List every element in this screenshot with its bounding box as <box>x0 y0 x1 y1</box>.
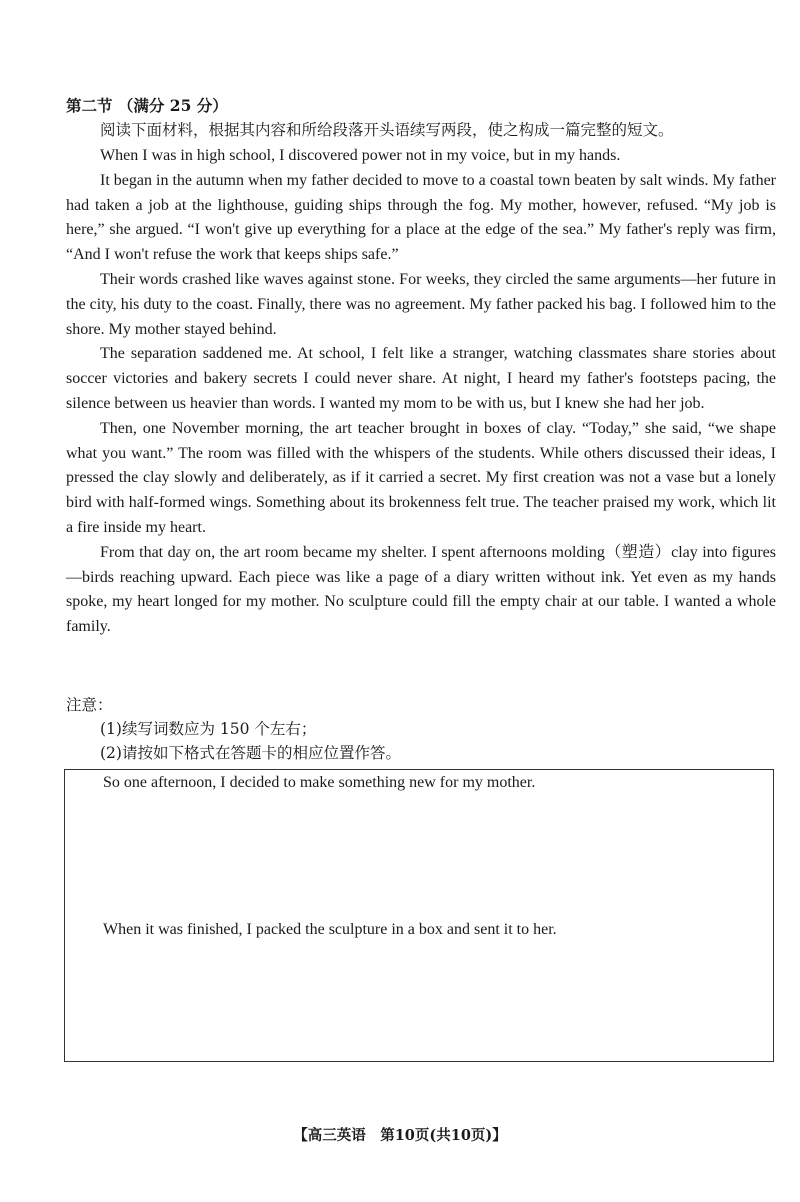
passage-paragraph: From that day on, the art room became my shelter. I spent afternoons molding（塑造）clay into figures—birds reaching upward. Each piece was like a page of a diary written without ink. Yet even as my hands spoke, my heart longed for my mother. No sculpture could fill the empty chair at our table. I wanted a whole family. <box>66 543 776 636</box>
passage-paragraph: The separation saddened me. At school, I felt like a stranger, watching classmates share stories about soccer victories and bakery secrets I could never share. At night, I heard my father's footsteps pacing, the silence between us heavier than words. I wanted my mom to be with us, but I knew she had her job. <box>66 345 776 412</box>
paragraph-starter-2: When it was finished, I packed the sculpture in a box and sent it to her. <box>103 921 557 938</box>
answer-box <box>64 769 774 1062</box>
passage-paragraph: When I was in high school, I discovered power not in my voice, but in my hands. <box>100 147 621 164</box>
notes-heading: 注意： <box>66 696 113 714</box>
passage-paragraph: Their words crashed like waves against stone. For weeks, they circled the same arguments—her future in the city, his duty to the coast. Finally, there was no agreement. My father packed his bag. I followed him to the shore. My mother stayed behind. <box>66 270 776 338</box>
passage-paragraph: Then, one November morning, the art teacher brought in boxes of clay. “Today,” she said, “we shape what you want.” The room was filled with the whispers of the students. While others discussed their ideas, I pressed the clay slowly and deliberately, as if it carried a secret. My first creation was not a vase but a lonely bird with half-formed wings. Something about its brokenness felt true. The teacher praised my work, which lit a fire inside my heart. <box>66 419 776 536</box>
passage-paragraph: It began in the autumn when my father decided to move to a coastal town beaten by salt winds. My father had taken a job at the lighthouse, guiding ships through the fog. My mother, however, refused. “My job is here,” she argued. “I won't give up everything for a place at the edge of the sea.” My father's reply was firm, “And I won't refuse the work that keeps ships safe.” <box>66 171 776 264</box>
paragraph-starter-1: So one afternoon, I decided to make something new for my mother. <box>103 774 536 791</box>
notes-section <box>66 693 401 765</box>
page-footer: 【高三英语 第10页(共10页)】 <box>293 1127 507 1144</box>
reading-passage <box>66 144 776 640</box>
note-item-format: (2)请按如下格式在答题卡的相应位置作答。 <box>100 744 401 762</box>
instruction-text: 阅读下面材料，根据其内容和所给段落开头语续写两段，使之构成一篇完整的短文。 <box>100 121 674 139</box>
section-title: 第二节 （满分 25 分） <box>66 96 228 115</box>
note-item-word-count: (1)续写词数应为 150 个左右； <box>100 720 317 738</box>
